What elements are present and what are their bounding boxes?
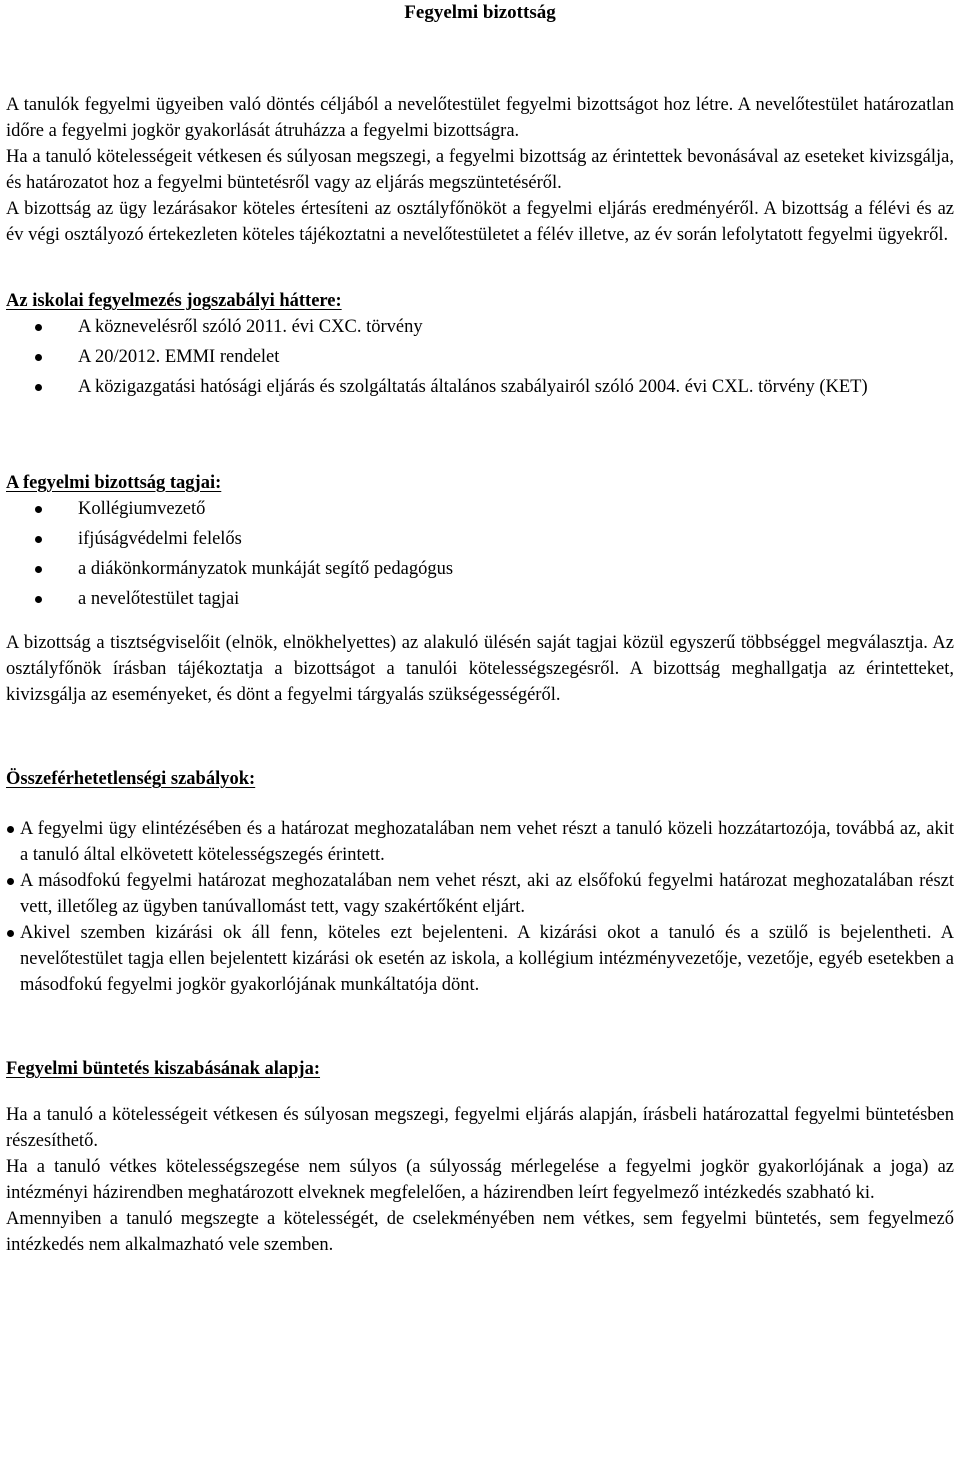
bullet-icon xyxy=(7,826,14,833)
bullet-icon xyxy=(35,384,42,391)
bullet-icon xyxy=(35,596,42,603)
intro-paragraph-1: A tanulók fegyelmi ügyeiben való döntés céljából a nevelőtestület fegyelmi bizottságot hoz létre. A nevelőtestület határozatlan időre a fegyelmi jogkör gyakorlását átruházza a fegyelmi bizottságra. xyxy=(6,95,954,141)
intro-paragraph-2: Ha a tanuló kötelességeit vétkesen és súlyosan megszegi, a fegyelmi bizottság az érintettek bevonásával az eseteket kivizsgálja, és határozatot hoz a fegyelmi büntetésről vagy az eljárás megszüntetéséről. xyxy=(6,147,954,193)
basis-paragraph-2: Ha a tanuló vétkes kötelességszegése nem súlyos (a súlyosság mérlegelése a fegyelmi jogkör gyakorlójának a joga) az intézményi házirendben meghatározott elveknek megfelelően, a házirendben leírt fegyelmező intézkedés szabható ki. xyxy=(6,1157,954,1203)
legal-heading: Az iskolai fegyelmezés jogszabályi háttere: xyxy=(6,291,342,311)
intro-paragraph-3: A bizottság az ügy lezárásakor köteles értesíteni az osztályfőnököt a fegyelmi eljárás eredményéről. A bizottság a félévi és az év végi osztályozó értekezleten köteles tájékoztatni a nevelőtestületet a félév illetve, az év során lefolytatott fegyelmi ügyekről. xyxy=(6,199,954,245)
list-item: A másodfokú fegyelmi határozat meghozatalában nem vehet részt, aki az elsőfokú fegyelmi határozat meghozatalában részt vett, illetőleg az ügyben tanúvallomást tett, vagy szakértőként eljárt. xyxy=(6,868,954,920)
basis-paragraph-1: Ha a tanuló a kötelességeit vétkesen és súlyosan megszegi, fegyelmi eljárás alapján, írásbeli határozattal fegyelmi büntetésben részesíthető. xyxy=(6,1105,954,1151)
bullet-icon xyxy=(35,536,42,543)
list-item: a diákönkormányzatok munkáját segítő pedagógus xyxy=(6,556,954,582)
bullet-icon xyxy=(35,324,42,331)
list-item: Akivel szemben kizárási ok áll fenn, köteles ezt bejelenteni. A kizárási okot a tanuló és a szülő is bejelentheti. A nevelőtestület tagja ellen bejelentett kizárási ok esetén az iskola, a kollégium intézményvezetője, vezetője, egyéb esetekben a másodfokú fegyelmi jogkör gyakorlójának munkáltatója dönt. xyxy=(6,920,954,998)
members-heading: A fegyelmi bizottság tagjai: xyxy=(6,473,222,493)
members-paragraph: A bizottság a tisztségviselőit (elnök, elnökhelyettes) az alakuló ülésén saját tagjai közül egyszerű többséggel megválasztja. Az osztályfőnök írásban tájékoztatja a bizottságot a tanulói kötelességszegésről. A bizottság meghallgatja az érintetteket, kivizsgálja az eseményeket, és dönt a fegyelmi tárgyalás szükségességéről. xyxy=(6,633,954,705)
list-item: A köznevelésről szóló 2011. évi CXC. törvény xyxy=(6,314,954,340)
bullet-icon xyxy=(35,354,42,361)
basis-heading: Fegyelmi büntetés kiszabásának alapja: xyxy=(6,1059,321,1079)
list-item: a nevelőtestület tagjai xyxy=(6,586,954,612)
list-item: Kollégiumvezető xyxy=(6,496,954,522)
bullet-icon xyxy=(35,506,42,513)
page-title: Fegyelmi bizottság xyxy=(404,2,556,23)
bullet-icon xyxy=(35,566,42,573)
conflict-list xyxy=(6,816,954,998)
list-item: A 20/2012. EMMI rendelet xyxy=(6,344,954,370)
list-item: A fegyelmi ügy elintézésében és a határozat meghozatalában nem vehet részt a tanuló közeli hozzátartozója, továbbá az, akit a tanuló által elkövetett kötelességszegés érintett. xyxy=(6,816,954,868)
members-list xyxy=(6,496,954,612)
bullet-icon xyxy=(7,878,14,885)
basis-paragraph-3: Amennyiben a tanuló megszegte a kötelességét, de cselekményében nem vétkes, sem fegyelmi büntetés, sem fegyelmező intézkedés nem alkalmazható vele szemben. xyxy=(6,1209,954,1255)
list-item: A közigazgatási hatósági eljárás és szolgáltatás általános szabályairól szóló 2004. évi CXL. törvény (KET) xyxy=(6,374,954,400)
legal-list xyxy=(6,314,954,400)
conflict-heading: Összeférhetetlenségi szabályok: xyxy=(6,769,256,789)
bullet-icon xyxy=(7,930,14,937)
list-item: ifjúságvédelmi felelős xyxy=(6,526,954,552)
